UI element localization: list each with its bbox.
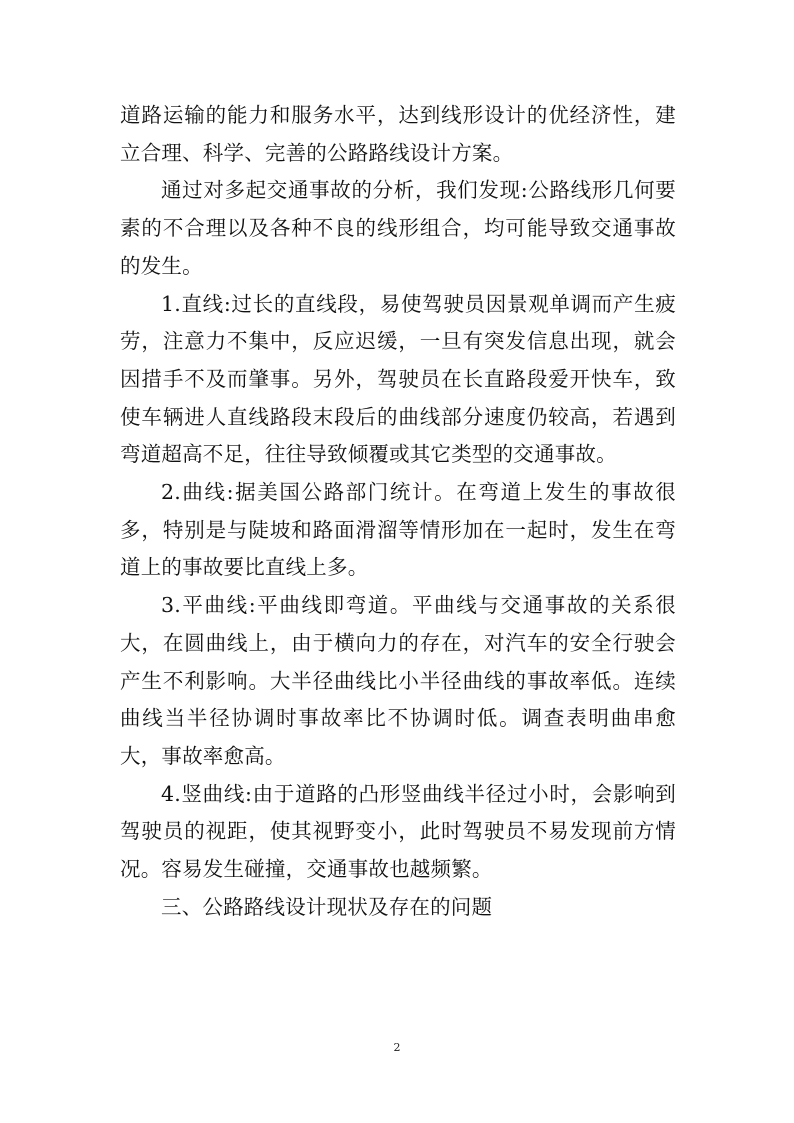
body-text: [120, 97, 676, 926]
paragraph-vertical-curve: 4.竖曲线:由于道路的凸形竖曲线半径过小时，会影响到驾驶员的视距，使其视野变小，此时驾驶员不易发现前方情况。容易发生碰撞，交通事故也越频繁。: [120, 781, 676, 882]
paragraph-horizontal-curve: 3.平曲线:平曲线即弯道。平曲线与交通事故的关系很大，在圆曲线上，由于横向力的存在，对汽车的安全行驶会产生不利影响。大半径曲线比小半径曲线的事故率低。连续曲线当半径协调时事故率比不协调时低。调查表明曲串愈大，事故率愈高。: [120, 593, 676, 768]
paragraph-curve: 2.曲线:据美国公路部门统计。在弯道上发生的事故很多，特别是与陡坡和路面滑溜等情形加在一起时，发生在弯道上的事故要比直线上多。: [120, 480, 676, 580]
paragraph-accident-analysis: 通过对多起交通事故的分析，我们发现:公路线形几何要素的不合理以及各种不良的线形组合，均可能导致交通事故的发生。: [120, 178, 676, 278]
paragraph-intro-continued: 道路运输的能力和服务水平，达到线形设计的优经济性，建立合理、科学、完善的公路路线设计方案。: [120, 103, 676, 165]
page-number: 2: [393, 1041, 401, 1054]
section-heading-design-status: 三、公路路线设计现状及存在的问题: [161, 894, 493, 919]
paragraph-straight-line: 1.直线:过长的直线段，易使驾驶员因景观单调而产生疲劳，注意力不集中，反应迟缓，一旦有突发信息出现，就会因措手不及而肇事。另外，驾驶员在长直路段爱开快车，致使车辆进人直线路段末段后的曲线部分速度仍较高，若遇到弯道超高不足，往往导致倾覆或其它类型的交通事故。: [120, 291, 676, 467]
